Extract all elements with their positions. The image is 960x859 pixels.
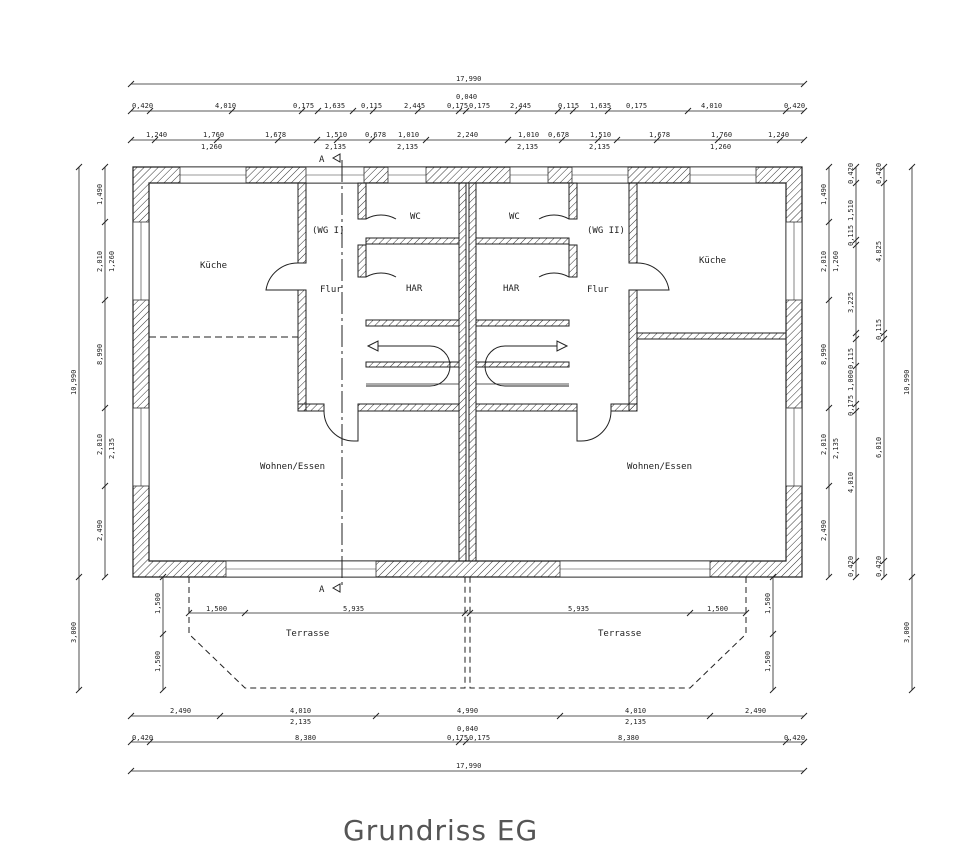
- dim-top-mid: 0,040: [456, 93, 478, 101]
- dim-top-r1-8: 2,445: [510, 102, 532, 110]
- dim-right-r3-4: 0,115: [847, 347, 855, 369]
- dim-top-r2-5: 1,010: [398, 131, 420, 139]
- dim-bottom-r1-0: 2,490: [170, 707, 192, 715]
- exterior-walls: [133, 167, 802, 577]
- dim-terrace-2: 5,935: [568, 605, 590, 613]
- dim-left-sub-0: 1,260: [108, 250, 116, 272]
- dim-left-r-0: 1,490: [96, 183, 104, 205]
- dim-top-r1-0: 0,420: [132, 102, 154, 110]
- dim-top-r1-12: 4,010: [701, 102, 723, 110]
- room-wg-left: (WG I): [312, 226, 345, 236]
- dim-right-sub-0: 1,260: [832, 250, 840, 272]
- dim-top-total: 17,990: [456, 75, 482, 83]
- dim-terrace-0: 1,500: [206, 605, 228, 613]
- room-living-right: Wohnen/Essen: [627, 462, 693, 472]
- dim-bottom-r2-4: 8,380: [618, 734, 640, 742]
- dim-right-r4-3: 6,010: [875, 436, 883, 458]
- room-living-left: Wohnen/Essen: [260, 462, 326, 472]
- dimension-texts-bottom: [132, 605, 805, 770]
- dim-left-terrace-1: 1,500: [154, 650, 162, 672]
- dim-top-r2-1: 1,760: [203, 131, 225, 139]
- dim-right-total: 10,990: [903, 369, 911, 395]
- room-wc-right: WC: [509, 212, 520, 222]
- section-marker-bottom: A: [319, 585, 325, 595]
- room-wg-right: (WG II): [587, 226, 625, 236]
- dim-left-r-1: 2,010: [96, 250, 104, 272]
- dim-left-sub-1: 2,135: [108, 437, 116, 459]
- dim-top-r1-9: 0,115: [558, 102, 580, 110]
- dim-top-r1-10: 1,635: [590, 102, 612, 110]
- dim-right-r3-8: 0,420: [847, 555, 855, 577]
- dim-right-r4-4: 0,420: [875, 555, 883, 577]
- dim-bottom-total: 17,990: [456, 762, 482, 770]
- dim-bottom-r2-5: 0,420: [784, 734, 806, 742]
- dim-left-outer: 3,000: [70, 621, 78, 643]
- dim-left-r-2: 8,990: [96, 343, 104, 365]
- dim-top-r2-4: 0,678: [365, 131, 387, 139]
- dim-right-r4-2: 0,115: [875, 318, 883, 340]
- dim-right-r4-1: 4,825: [875, 240, 883, 262]
- dim-right-r3-0: 0,420: [847, 162, 855, 184]
- dim-bottom-sub-0: 2,135: [290, 718, 312, 726]
- dim-bottom-r1-4: 2,490: [745, 707, 767, 715]
- dim-top-r1-13: 0,420: [784, 102, 806, 110]
- interior-walls-right: [476, 183, 786, 411]
- dim-top-r1-3: 1,635: [324, 102, 346, 110]
- room-har-left: HAR: [406, 284, 423, 294]
- dim-right-terrace-1: 1,500: [764, 650, 772, 672]
- dim-top-r1-6: 0,175: [447, 102, 469, 110]
- dim-top-r1-2: 0,175: [293, 102, 315, 110]
- room-kitchen-right: Küche: [699, 256, 727, 266]
- dim-terrace-3: 1,500: [707, 605, 729, 613]
- dim-bottom-r2-2: 0,175: [447, 734, 469, 742]
- dim-top-r1-4: 0,115: [361, 102, 383, 110]
- room-hall-left: Flur: [320, 285, 342, 295]
- dim-bottom-r1-1: 4,010: [290, 707, 312, 715]
- room-terrace-right: Terrasse: [598, 629, 642, 639]
- dim-top-r1-1: 4,010: [215, 102, 237, 110]
- dim-top-r1-11: 0,175: [626, 102, 648, 110]
- section-line: [319, 154, 342, 595]
- dim-right-r3-5: 1,000: [847, 369, 855, 391]
- dim-right-sub-1: 2,135: [832, 437, 840, 459]
- dim-terrace-1: 5,935: [343, 605, 365, 613]
- dim-right-outer: 3,000: [903, 621, 911, 643]
- dim-top-r2-10: 1,678: [649, 131, 671, 139]
- dim-right-r-0: 1,490: [820, 183, 828, 205]
- terraces: [189, 577, 746, 688]
- dim-top-r2-11: 1,760: [711, 131, 733, 139]
- room-wc-left: WC: [410, 212, 421, 222]
- dim-bottom-r2-3: 0,175: [469, 734, 491, 742]
- dim-top-sub-5: 1,260: [710, 143, 732, 151]
- dim-bottom-r1-2: 4,990: [457, 707, 479, 715]
- dim-top-r2-12: 1,240: [768, 131, 790, 139]
- doors: [266, 215, 669, 441]
- dim-top-r1-5: 2,445: [404, 102, 426, 110]
- room-terrace-left: Terrasse: [286, 629, 330, 639]
- dim-right-r-1: 2,010: [820, 250, 828, 272]
- dim-top-r2-6: 2,240: [457, 131, 479, 139]
- dim-right-r3-6: 0,175: [847, 394, 855, 416]
- dim-right-r-3: 2,010: [820, 433, 828, 455]
- dim-top-sub-2: 2,135: [397, 143, 419, 151]
- section-marker-top: A: [319, 155, 325, 165]
- dim-bottom-r2-0: 0,420: [132, 734, 154, 742]
- dim-left-r-4: 2,490: [96, 519, 104, 541]
- dim-top-r2-0: 1,240: [146, 131, 168, 139]
- dim-top-r2-8: 0,678: [548, 131, 570, 139]
- dim-top-sub-4: 2,135: [589, 143, 611, 151]
- dim-left-total: 10,990: [70, 369, 78, 395]
- dim-bottom-sub-1: 2,135: [625, 718, 647, 726]
- dim-top-sub-3: 2,135: [517, 143, 539, 151]
- room-kitchen-left: Küche: [200, 261, 228, 271]
- dim-right-r3-7: 4,010: [847, 471, 855, 493]
- dim-left-r-3: 2,010: [96, 433, 104, 455]
- dim-right-r-4: 2,490: [820, 519, 828, 541]
- dim-right-r4-0: 0,420: [875, 162, 883, 184]
- dim-top-r2-9: 1,510: [590, 131, 612, 139]
- dim-right-terrace-0: 1,500: [764, 592, 772, 614]
- windows: [133, 167, 802, 577]
- dim-top-r2-2: 1,678: [265, 131, 287, 139]
- dim-bottom-r1-3: 4,010: [625, 707, 647, 715]
- drawing-title: Grundriss EG: [343, 814, 539, 847]
- dim-right-r3-1: 1,510: [847, 199, 855, 221]
- dim-top-sub-0: 1,260: [201, 143, 223, 151]
- dim-bottom-mid: 0,040: [457, 725, 479, 733]
- party-wall: [459, 183, 476, 561]
- interior-walls-left: [298, 183, 459, 411]
- dim-top-r2-7: 1,010: [518, 131, 540, 139]
- dim-top-sub-1: 2,135: [325, 143, 347, 151]
- dim-right-r-2: 8,990: [820, 343, 828, 365]
- room-hall-right: Flur: [587, 285, 609, 295]
- dim-top-r2-3: 1,510: [326, 131, 348, 139]
- dim-right-r3-2: 0,115: [847, 224, 855, 246]
- dim-right-r3-3: 3,225: [847, 291, 855, 313]
- dim-left-terrace-0: 1,500: [154, 592, 162, 614]
- dim-top-r1-7: 0,175: [469, 102, 491, 110]
- room-har-right: HAR: [503, 284, 520, 294]
- dim-bottom-r2-1: 8,380: [295, 734, 317, 742]
